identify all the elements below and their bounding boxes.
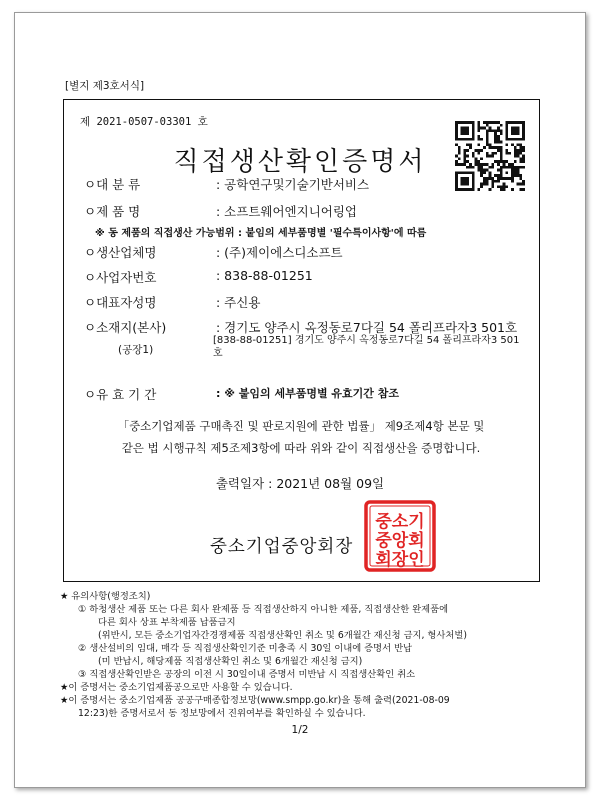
field-ceo-value: : 주신용 [216,295,261,310]
field-company-value: : (주)제이에스디소프트 [216,245,343,260]
field-ceo-label: ㅇ대표자성명 [84,295,157,310]
note-line: ★이 증명서는 중소기업제품 공공구매종합정보망(www.smpp.go.kr)을 통해 출력(2021-08-09 [60,695,450,706]
field-product-value: : 소프트웨어엔지니어링업 [216,204,358,219]
svg-text:회장인: 회장인 [375,550,425,570]
note-line: ① 하청생산 제품 또는 다른 회사 완제품 등 직접생산하지 아니한 제품, 직접생산한 완제품에 [78,604,449,615]
notes-section [60,590,560,720]
field-product [84,202,358,220]
certificate-number: 제 2021-0507-03301 호 [80,116,208,128]
field-ceo [84,293,261,311]
issuer-name: 중소기업중앙회장 [210,537,354,557]
field-biz-number-value: : 838-88-01251 [216,268,313,283]
note-line: ★이 증명서는 중소기업제품공으로만 사용할 수 있습니다. [60,682,293,693]
field-company [84,243,343,261]
factory-value: [838-88-01251] 경기도 양주시 옥정동로7다길 54 폴리프라자3 501호 [213,335,520,359]
field-biz-number-label: ㅇ사업자번호 [84,270,157,285]
document-title: 직접생산확인증명서 [173,147,427,177]
field-company-label: ㅇ생산업체명 [84,245,157,260]
form-label: [별지 제3호서식] [65,80,145,92]
field-category [84,175,370,193]
field-address-value: : 경기도 양주시 옥정동로7다길 54 폴리프라자3 501호 [216,320,518,335]
statement-line-2: 같은 법 시행규칙 제5조제3항에 따라 위와 같이 직접생산을 증명합니다. [121,441,481,455]
statement-line-1: 「중소기업제품 구매촉진 및 판로지원에 관한 법률」 제9조제4항 본문 및 [117,419,485,433]
page-number: 1/2 [291,724,309,736]
field-address-label: ㅇ소재지(본사) [84,320,167,335]
statement [70,415,532,459]
note-line: ③ 직접생산확인받은 공장의 이전 시 30일이내 증명서 미반납 시 직접생산확인 취소 [78,669,416,680]
issue-date: 출력일자 : 2021년 08월 09일 [215,476,385,491]
note-line: ② 생산설비의 임대, 매각 등 직접생산확인기준 미충족 시 30일 이내에 증명서 반납 [78,643,413,654]
note-line: 다른 회사 상표 부착제품 납품금지 [98,617,236,628]
note-line: ★ 유의사항(행정조치) [60,591,151,602]
svg-text:중앙회: 중앙회 [375,531,425,551]
svg-text:중소기: 중소기 [375,512,425,532]
official-seal-icon [364,500,436,572]
note-line: (위반시, 모든 중소기업자간경쟁제품 직접생산확인 취소 및 6개월간 재신청 금지, 형사처벌) [98,630,467,641]
production-scope-notice: ※ 동 제품의 직접생산 가능범위 : 붙임의 세부품명별 '필수특이사항'에 따름 [95,228,427,239]
field-product-label: ㅇ제 품 명 [84,204,141,219]
field-category-value: : 공학연구및기술기반서비스 [216,177,370,192]
field-category-label: ㅇ대 분 류 [84,177,141,192]
factory-label: (공장1) [118,344,154,356]
field-validity [84,385,400,403]
note-line: 12:23)한 증명서로서 동 정보망에서 진위여부를 확인하실 수 있습니다. [78,708,366,719]
field-validity-value: : ※ 붙임의 세부품명별 유효기간 참조 [216,387,400,400]
field-validity-label: ㅇ유 효 기 간 [84,387,157,402]
note-line: (미 반납시, 해당제품 직접생산확인 취소 및 6개월간 재신청 금지) [98,656,363,667]
field-biz-number [84,268,313,286]
field-address [84,318,518,336]
